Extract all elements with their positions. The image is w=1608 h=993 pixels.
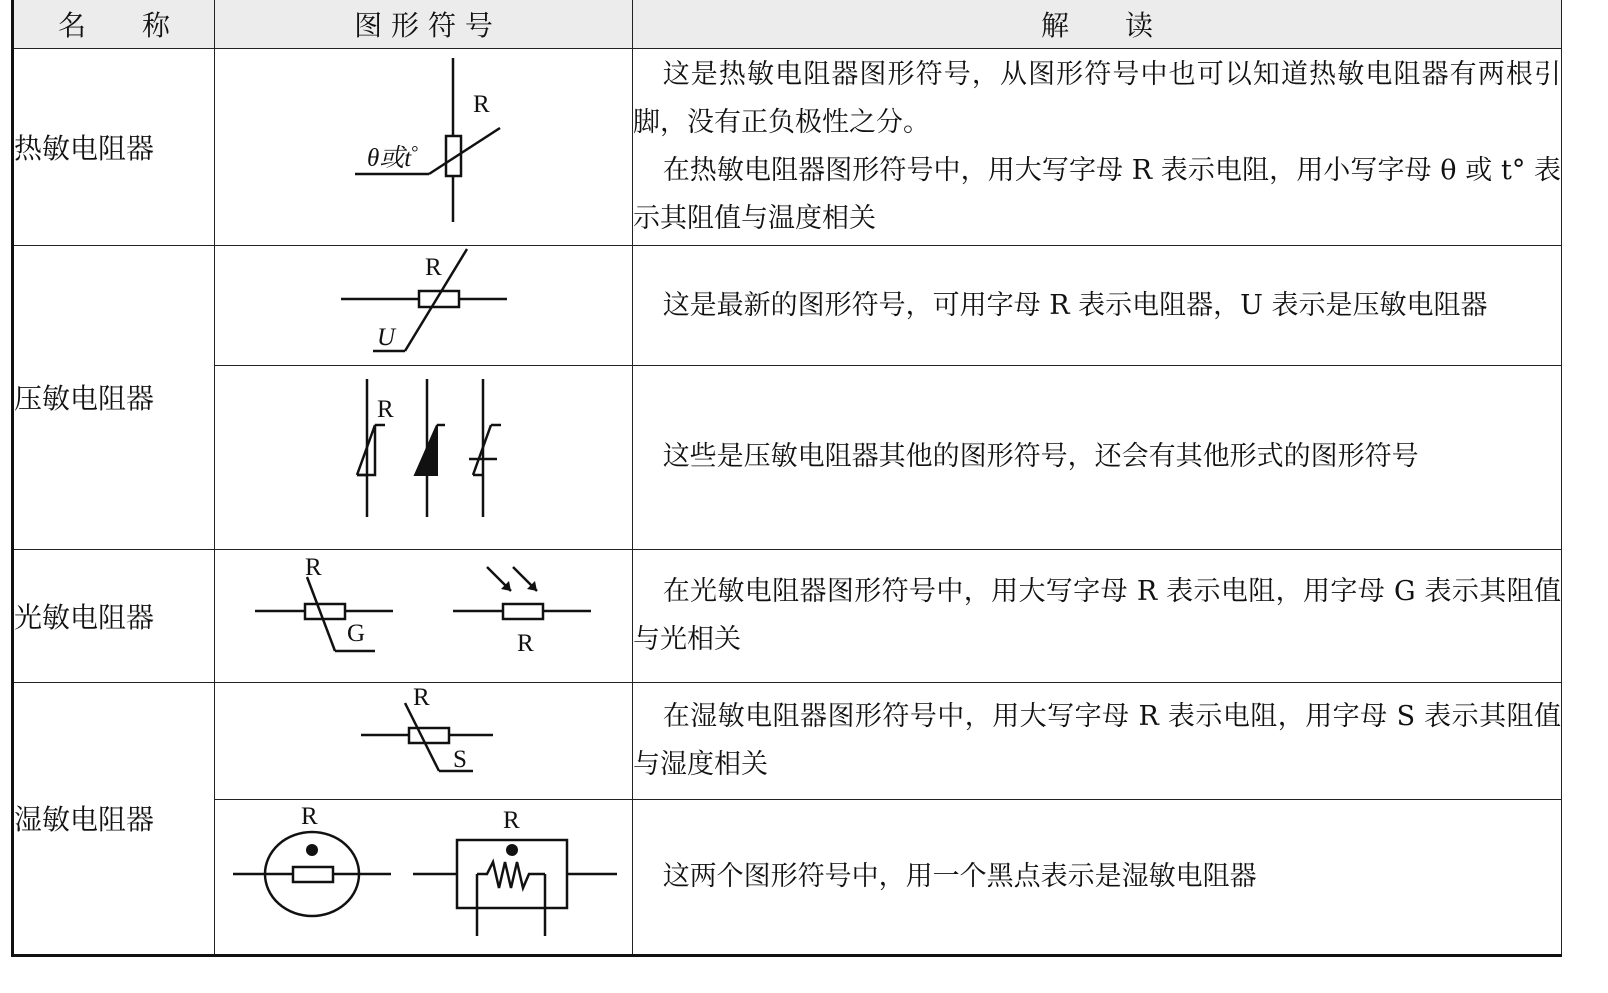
table-row-thermistor: [13, 49, 1562, 246]
thermistor-label-theta: [367, 142, 418, 172]
desc-varistor-other: [633, 366, 1562, 549]
desc-varistor-other-text: 这些是压敏电阻器其他的图形符号，还会有其他形式的图形符号: [662, 441, 1419, 473]
header-name: [13, 0, 215, 49]
header-name-text: 名 称: [57, 9, 170, 43]
symbol-photoresistor: [215, 549, 633, 682]
symbol-varistor-new: [215, 246, 633, 366]
thermistor-label-deg: °: [411, 141, 419, 162]
header-explain: [633, 0, 1562, 49]
photoresistor-symbol-icon: [215, 551, 633, 681]
desc-humistor-dot: [633, 799, 1562, 955]
photoresistor-label-r2: R: [517, 629, 534, 657]
desc-photoresistor: [633, 549, 1562, 682]
table-row-humistor-b: [13, 799, 1562, 955]
varistor-symbol-icon: [215, 247, 633, 365]
photoresistor-label-g: G: [347, 619, 366, 647]
symbol-thermistor: [215, 49, 633, 246]
desc-humistor-text: 在湿敏电阻器图形符号中，用大写字母 R 表示电阻，用字母 S 表示其阻值与湿度相关: [633, 700, 1561, 780]
varistor-alt-symbols-icon: [215, 367, 633, 547]
desc-humistor-dot-text: 这两个图形符号中，用一个黑点表示是湿敏电阻器: [662, 860, 1257, 892]
table-row-humistor-a: [13, 682, 1562, 799]
thermistor-label-r: R: [473, 90, 490, 118]
table-row-varistor-b: [13, 366, 1562, 549]
header-symbol: [215, 0, 633, 49]
thermistor-label-theta-or: θ或: [367, 144, 405, 172]
desc-thermistor: [633, 49, 1562, 246]
desc-thermistor-p2: 在热敏电阻器图形符号中，用大写字母 R 表示电阻，用小写字母 θ 或 t° 表示其阻值与温度相关: [633, 155, 1561, 235]
desc-photoresistor-text: 在光敏电阻器图形符号中，用大写字母 R 表示电阻，用字母 G 表示其阻值与光相关: [633, 575, 1561, 655]
humistor-dot-label-r2: R: [503, 806, 520, 834]
humistor-dot-symbols-icon: [215, 800, 633, 954]
varistor-alt-label-r: R: [377, 396, 394, 424]
humistor-label-r: R: [413, 684, 430, 712]
desc-varistor-new-text: 这是最新的图形符号，可用字母 R 表示电阻器，U 表示是压敏电阻器: [662, 289, 1488, 321]
varistor-label-r: R: [425, 253, 442, 281]
table-row-photoresistor: [13, 549, 1562, 682]
photoresistor-label-r1: R: [305, 553, 322, 581]
humistor-label-s: S: [453, 746, 467, 774]
resistor-symbol-table: [11, 0, 1562, 957]
header-symbol-text: 图 形 符 号: [354, 9, 493, 43]
symbol-humistor: [215, 682, 633, 799]
desc-thermistor-p1: 这是热敏电阻器图形符号，从图形符号中也可以知道热敏电阻器有两根引脚，没有正负极性之分。: [633, 59, 1561, 139]
desc-varistor-new: [633, 246, 1562, 366]
humistor-dot-label-r1: R: [301, 802, 318, 830]
symbol-humistor-dot: [215, 799, 633, 955]
symbol-varistor-other: [215, 366, 633, 549]
thermistor-label-t: t: [404, 144, 412, 172]
name-photoresistor: 光敏电阻器: [13, 549, 215, 682]
table-row-varistor-a: [13, 246, 1562, 366]
header-explain-text: 解 读: [1040, 9, 1153, 43]
name-varistor: 压敏电阻器: [13, 246, 215, 549]
desc-humistor: [633, 682, 1562, 799]
humistor-symbol-icon: [215, 683, 633, 798]
header-row: [13, 0, 1562, 49]
name-thermistor: 热敏电阻器: [13, 49, 215, 246]
name-humistor: 湿敏电阻器: [13, 682, 215, 955]
varistor-label-u: U: [377, 323, 396, 351]
thermistor-symbol-icon: [215, 50, 633, 245]
